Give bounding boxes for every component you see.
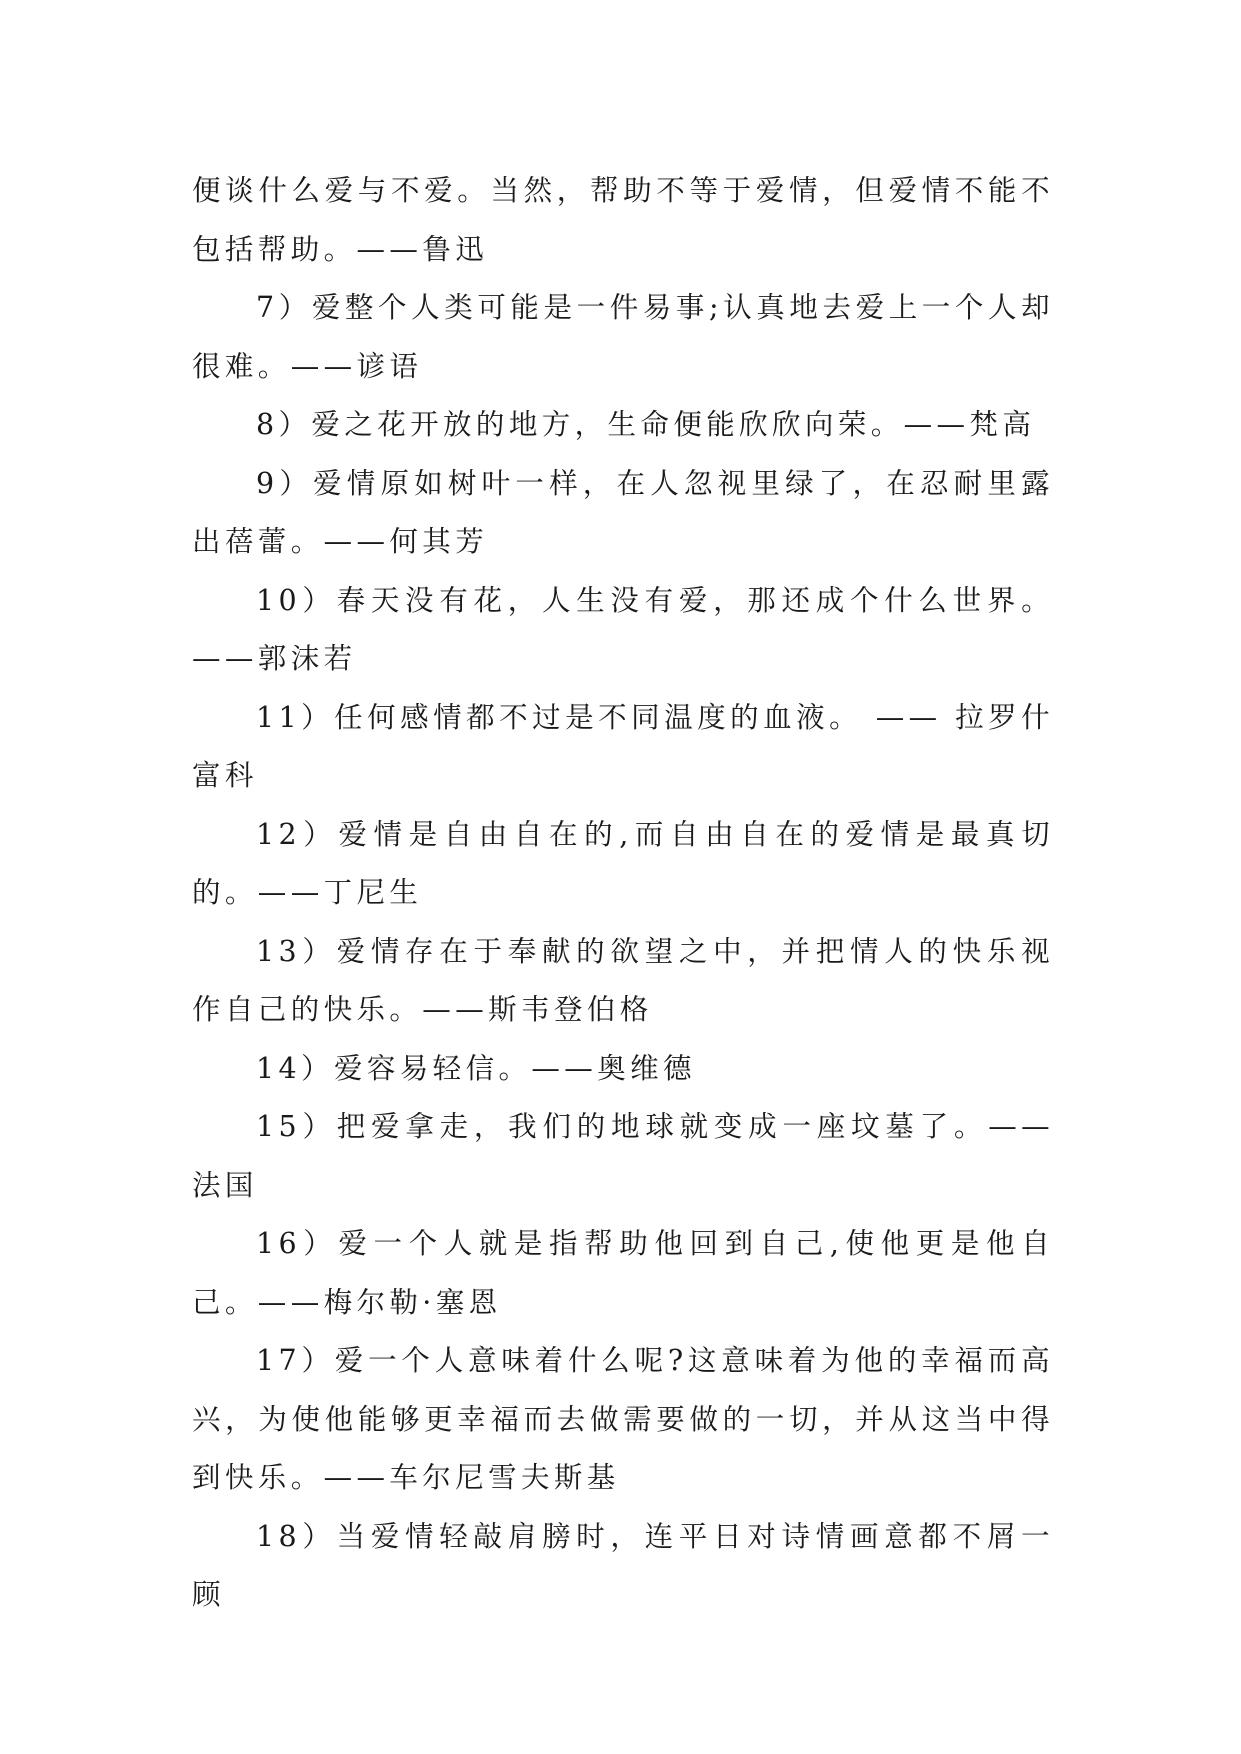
quote-18: 18）当爱情轻敲肩膀时，连平日对诗情画意都不屑一顾 bbox=[192, 1519, 1054, 1611]
quote-12: 12）爱情是自由自在的,而自由自在的爱情是最真切的。——丁尼生 bbox=[192, 817, 1054, 909]
quote-8: 8）爱之花开放的地方，生命便能欣欣向荣。——梵高 bbox=[256, 408, 1036, 441]
quote-9: 9）爱情原如树叶一样，在人忽视里绿了，在忍耐里露出蓓蕾。——何其芳 bbox=[192, 466, 1054, 558]
document-page bbox=[192, 162, 1054, 1625]
quote-13: 13）爱情存在于奉献的欲望之中，并把情人的快乐视作自己的快乐。——斯韦登伯格 bbox=[192, 934, 1054, 1026]
quote-15: 15）把爱拿走，我们的地球就变成一座坟墓了。——法国 bbox=[192, 1110, 1054, 1202]
quote-7: 7）爱整个人类可能是一件易事;认真地去爱上一个人却很难。——谚语 bbox=[192, 291, 1054, 383]
quote-11: 11）任何感情都不过是不同温度的血液。 —— 拉罗什富科 bbox=[192, 700, 1054, 792]
quote-16: 16）爱一个人就是指帮助他回到自己,使他更是他自己。——梅尔勒·塞恩 bbox=[192, 1227, 1054, 1319]
quote-14: 14）爱容易轻信。——奥维德 bbox=[256, 1051, 696, 1085]
quote-10: 10）春天没有花，人生没有爱，那还成个什么世界。——郭沫若 bbox=[192, 583, 1054, 675]
paragraph-continuation: 便谈什么爱与不爱。当然，帮助不等于爱情，但爱情不能不包括帮助。——鲁迅 bbox=[192, 174, 1054, 266]
quote-17: 17）爱一个人意味着什么呢?这意味着为他的幸福而高兴，为使他能够更幸福而去做需要做的一切，并从这当中得到快乐。——车尔尼雪夫斯基 bbox=[192, 1344, 1054, 1494]
